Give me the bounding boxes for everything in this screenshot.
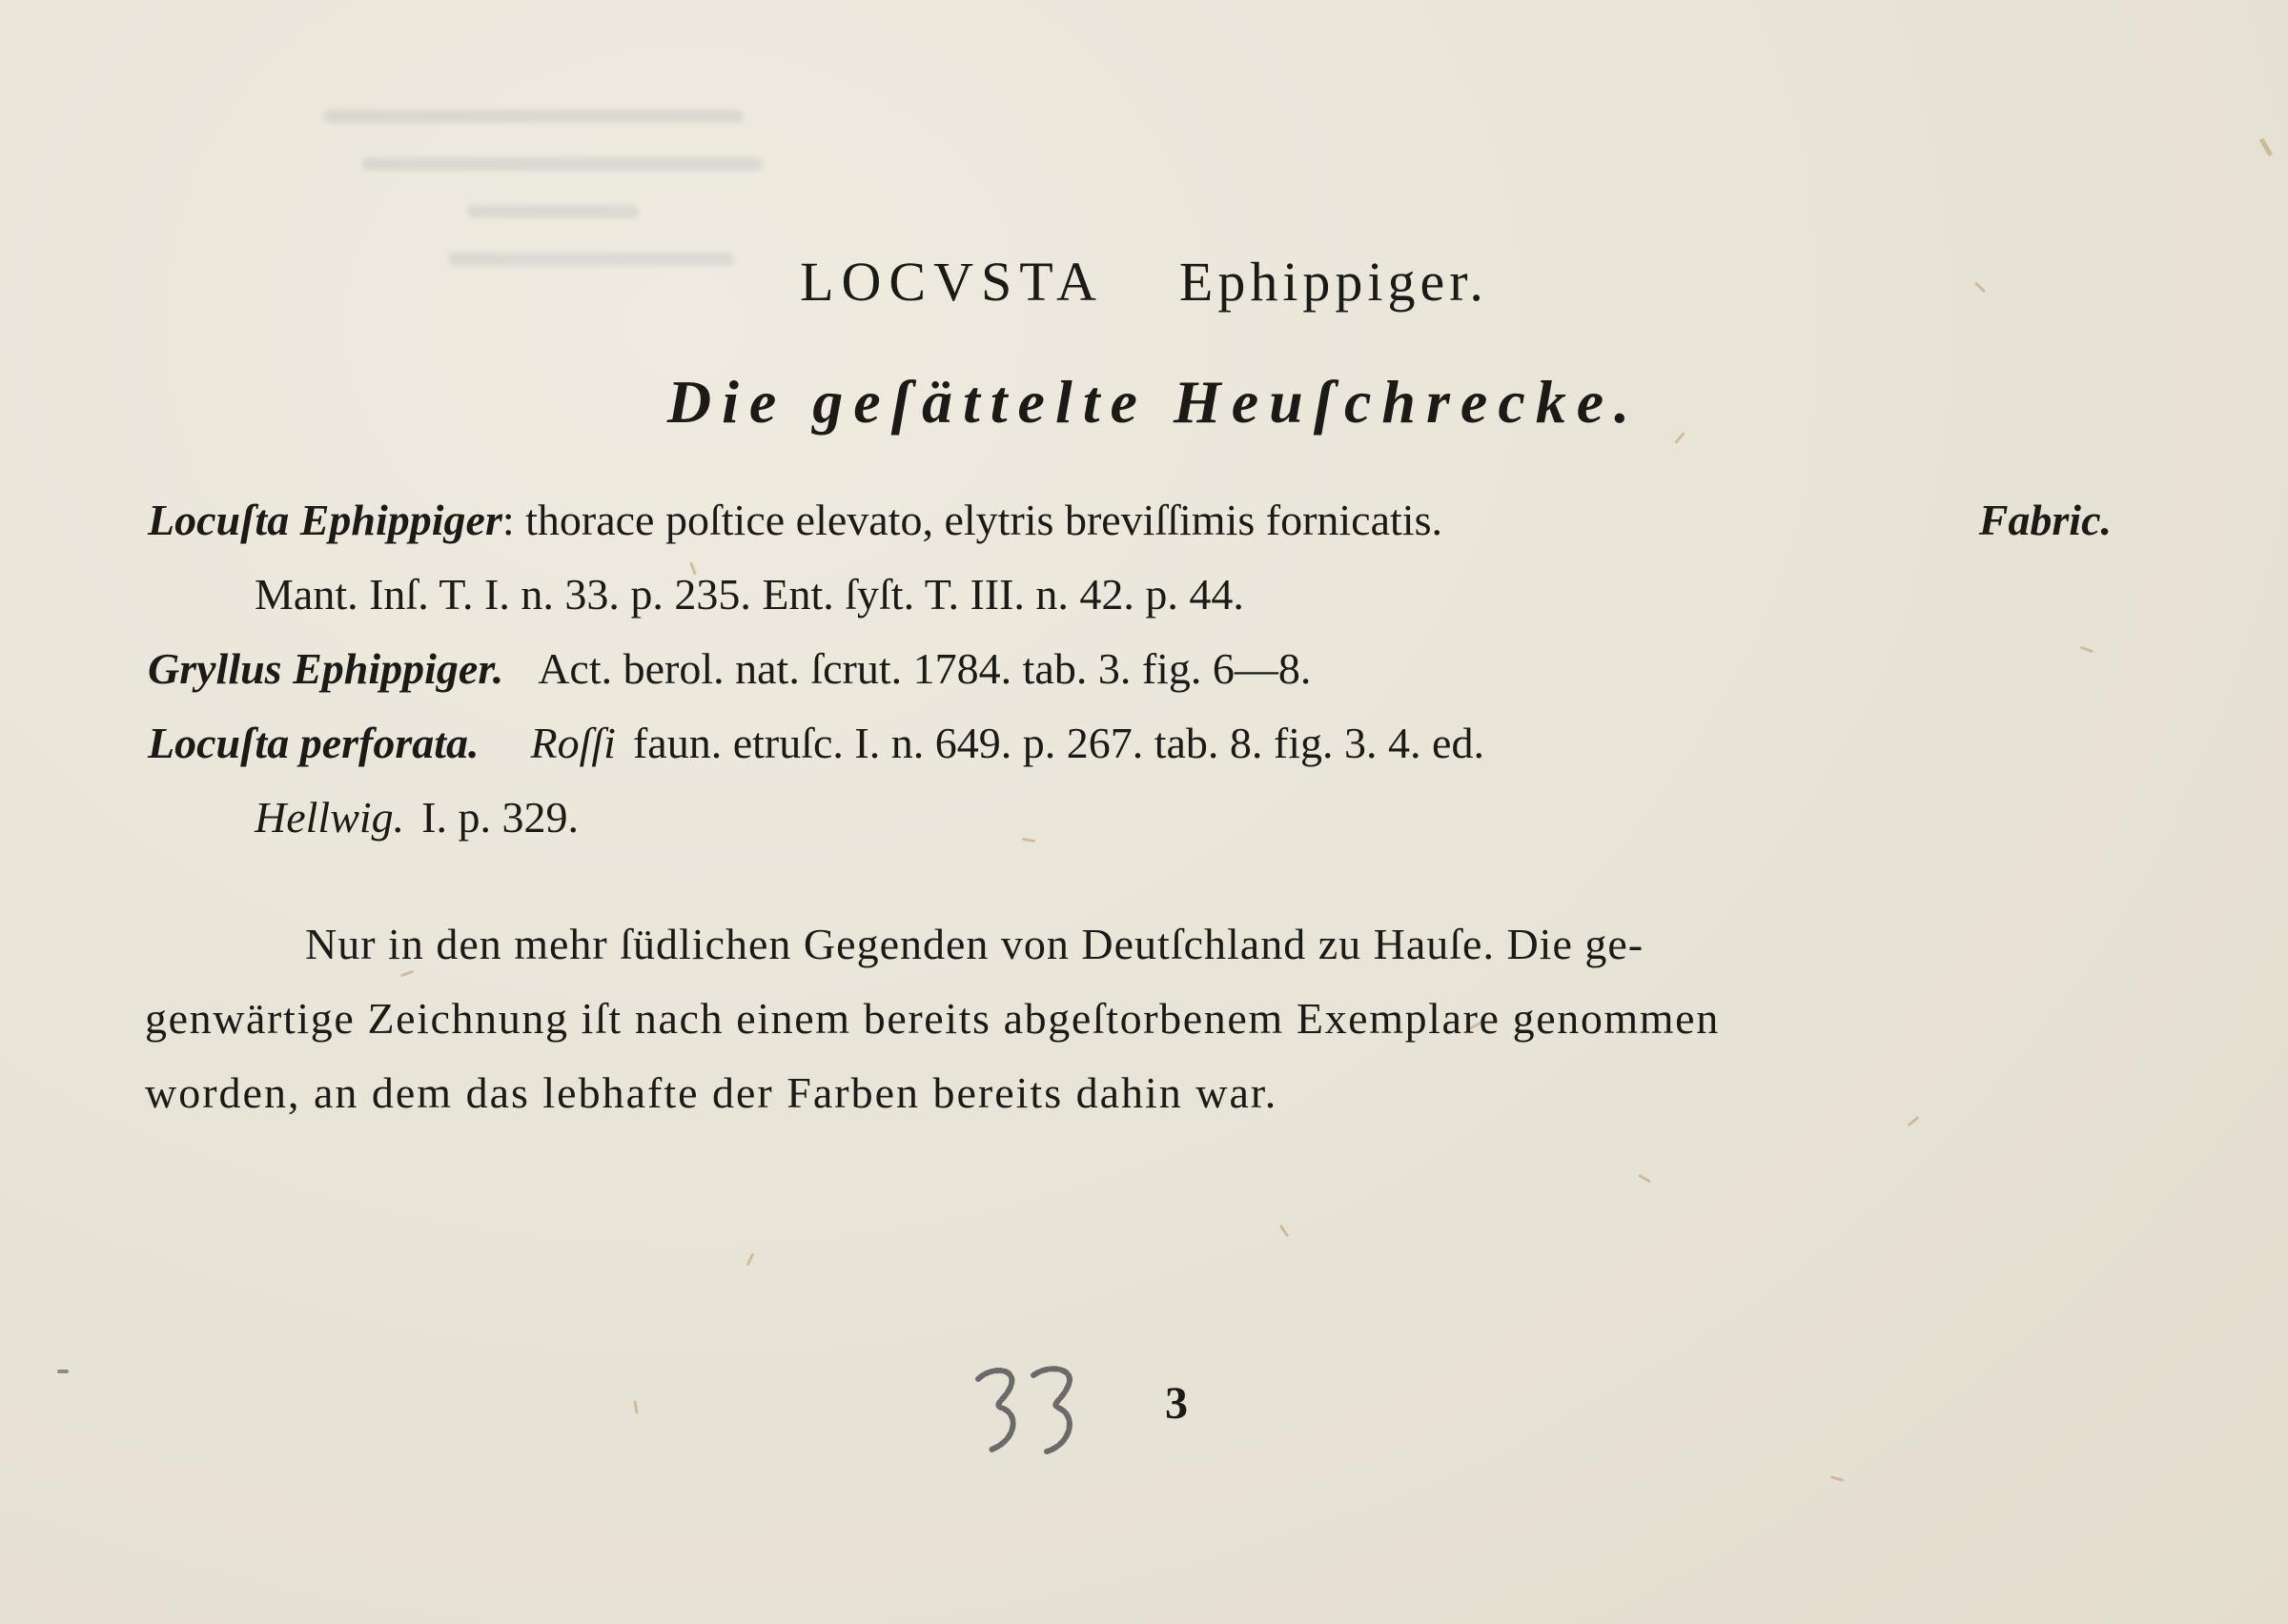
synonymy-line bbox=[148, 632, 2112, 706]
synonymy-line bbox=[148, 483, 2112, 558]
paragraph-line: worden, an dem das lebhafte der Farben bereits dahin war. bbox=[145, 1068, 1278, 1117]
synonymy-line: Mant. Inſ. T. I. n. 33. p. 235. Ent. ſyſt. T. III. n. 42. p. 44. bbox=[255, 570, 1244, 619]
page-number: 3 bbox=[1165, 1378, 1188, 1429]
paragraph-line: genwärtige Zeichnung iſt nach einem bereits abgeſtorbenem Exemplare genommen bbox=[145, 994, 1720, 1043]
synonymy-entry-2 bbox=[148, 632, 2112, 706]
description-paragraph bbox=[145, 907, 2113, 1130]
author-citation: Roſſi bbox=[530, 719, 616, 767]
taxon-name: Locuſta perforata. bbox=[148, 719, 480, 767]
paragraph-line: Nur in den mehr ſüdlichen Gegenden von Deutſchland zu Hauſe. Die ge- bbox=[305, 920, 1644, 968]
reference-text: I. p. 329. bbox=[421, 793, 579, 842]
synonymy-entry-3 bbox=[148, 706, 2112, 855]
author-citation: Fabric. bbox=[1978, 496, 2112, 544]
synonymy-line bbox=[148, 706, 2112, 781]
synonymy-entry-1 bbox=[148, 483, 2112, 632]
synonymy-line bbox=[148, 781, 2112, 855]
pencil-annotation bbox=[972, 1358, 1087, 1463]
reference-text: Act. berol. nat. ſcrut. 1784. tab. 3. fig. 6—8. bbox=[538, 644, 1312, 693]
reference-text: faun. etruſc. I. n. 649. p. 267. tab. 8. fig. 3. 4. ed. bbox=[632, 719, 1484, 767]
diagnosis-text: : thorace poſtice elevato, elytris breviſſimis fornicatis. bbox=[501, 496, 1442, 544]
genus-name: LOCVSTA bbox=[800, 251, 1104, 313]
page-title bbox=[0, 250, 2288, 314]
taxon-name: Locuſta Ephippiger bbox=[148, 496, 502, 544]
species-name: Ephippiger. bbox=[1178, 251, 1488, 313]
german-common-name: Die geſättelte Heuſchrecke. bbox=[666, 368, 1641, 436]
author-citation: Hellwig. bbox=[255, 793, 405, 842]
taxon-name: Gryllus Ephippiger. bbox=[148, 644, 504, 693]
